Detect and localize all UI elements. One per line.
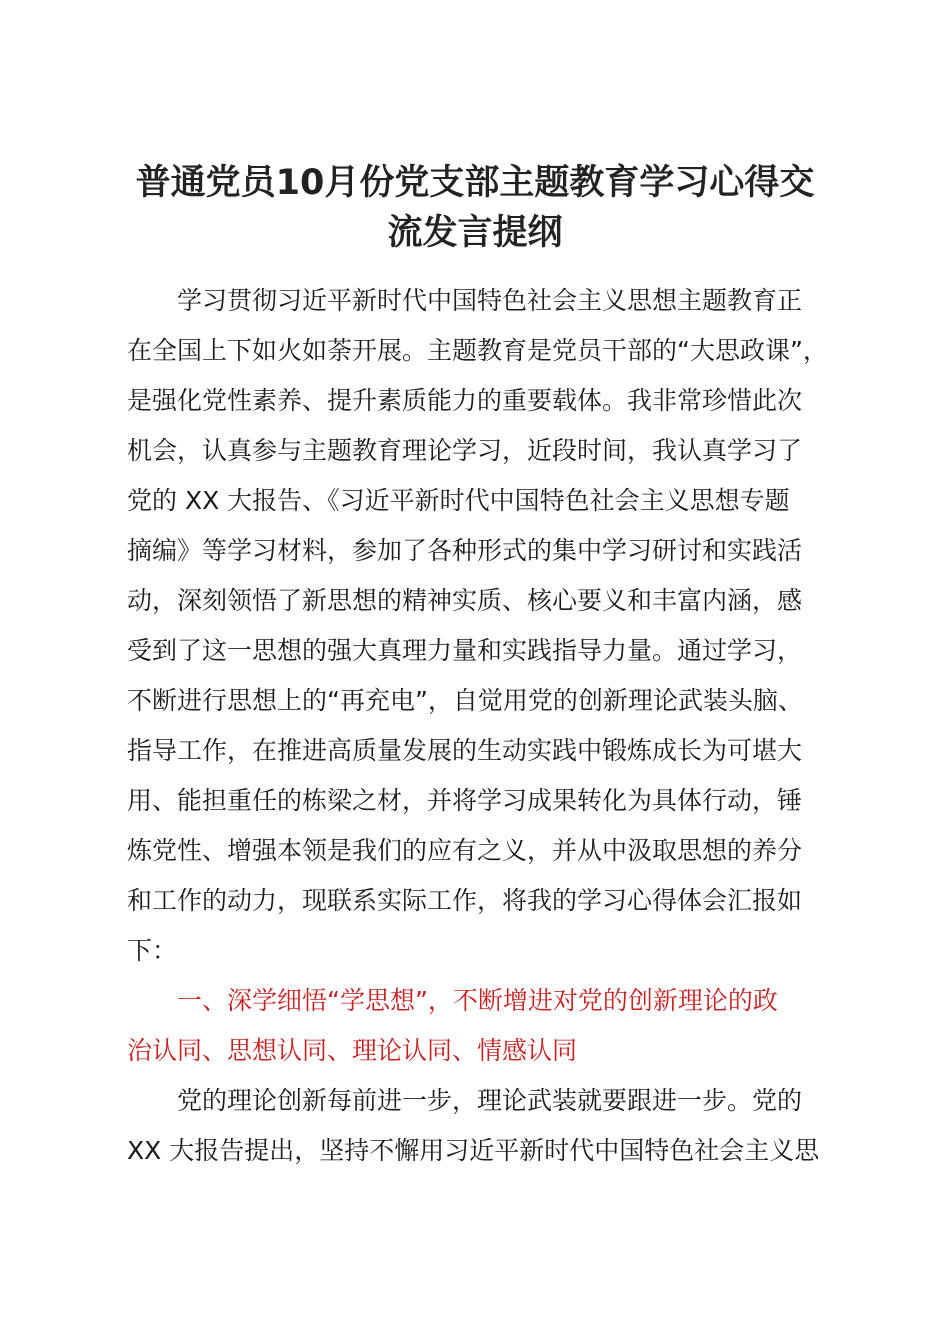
paragraph-2-line: XX 大报告提出，坚持不懈用习近平新时代中国特色社会主义思 xyxy=(127,1136,820,1165)
paragraph-1-line: 下： xyxy=(127,936,178,965)
document-body xyxy=(127,276,833,1176)
paragraph-1-line: 党的 XX 大报告、《习近平新时代中国特色社会主义思想专题 xyxy=(127,486,790,515)
paragraph-2-line: 党的理论创新每前进一步，理论武装就要跟进一步。党的 xyxy=(177,1086,803,1115)
paragraph-1-line: 在全国上下如火如荼开展。主题教育是党员干部的“大思政课”， xyxy=(127,336,828,365)
paragraph-1-line: 受到了这一思想的强大真理力量和实践指导力量。通过学习， xyxy=(127,636,803,665)
section-heading-line: 治认同、思想认同、理论认同、情感认同 xyxy=(127,1036,578,1065)
paragraph-1-line: 炼党性、增强本领是我们的应有之义，并从中汲取思想的养分 xyxy=(127,836,803,865)
document-title xyxy=(0,158,950,258)
title-line-1: 普通党员10月份党支部主题教育学习心得交 xyxy=(135,163,815,203)
paragraph-1-line: 机会，认真参与主题教育理论学习，近段时间，我认真学习了 xyxy=(127,436,803,465)
paragraph-1-line: 动，深刻领悟了新思想的精神实质、核心要义和丰富内涵，感 xyxy=(127,586,803,615)
paragraph-1-line: 和工作的动力，现联系实际工作，将我的学习心得体会汇报如 xyxy=(127,886,803,915)
paragraph-1-line: 摘编》等学习材料，参加了各种形式的集中学习研讨和实践活 xyxy=(127,536,803,565)
paragraph-1-line: 用、能担重任的栋梁之材，并将学习成果转化为具体行动，锤 xyxy=(127,786,803,815)
section-heading-line: 一、深学细悟“学思想”，不断增进对党的创新理论的政 xyxy=(177,986,778,1015)
paragraph-1-line: 指导工作，在推进高质量发展的生动实践中锻炼成长为可堪大 xyxy=(127,736,803,765)
paragraph-1-line: 学习贯彻习近平新时代中国特色社会主义思想主题教育正 xyxy=(177,286,803,315)
paragraph-1-line: 是强化党性素养、提升素质能力的重要载体。我非常珍惜此次 xyxy=(127,386,803,415)
paragraph-1-line: 不断进行思想上的“再充电”，自觉用党的创新理论武装头脑、 xyxy=(127,686,803,715)
title-line-2: 流发言提纲 xyxy=(387,213,563,253)
